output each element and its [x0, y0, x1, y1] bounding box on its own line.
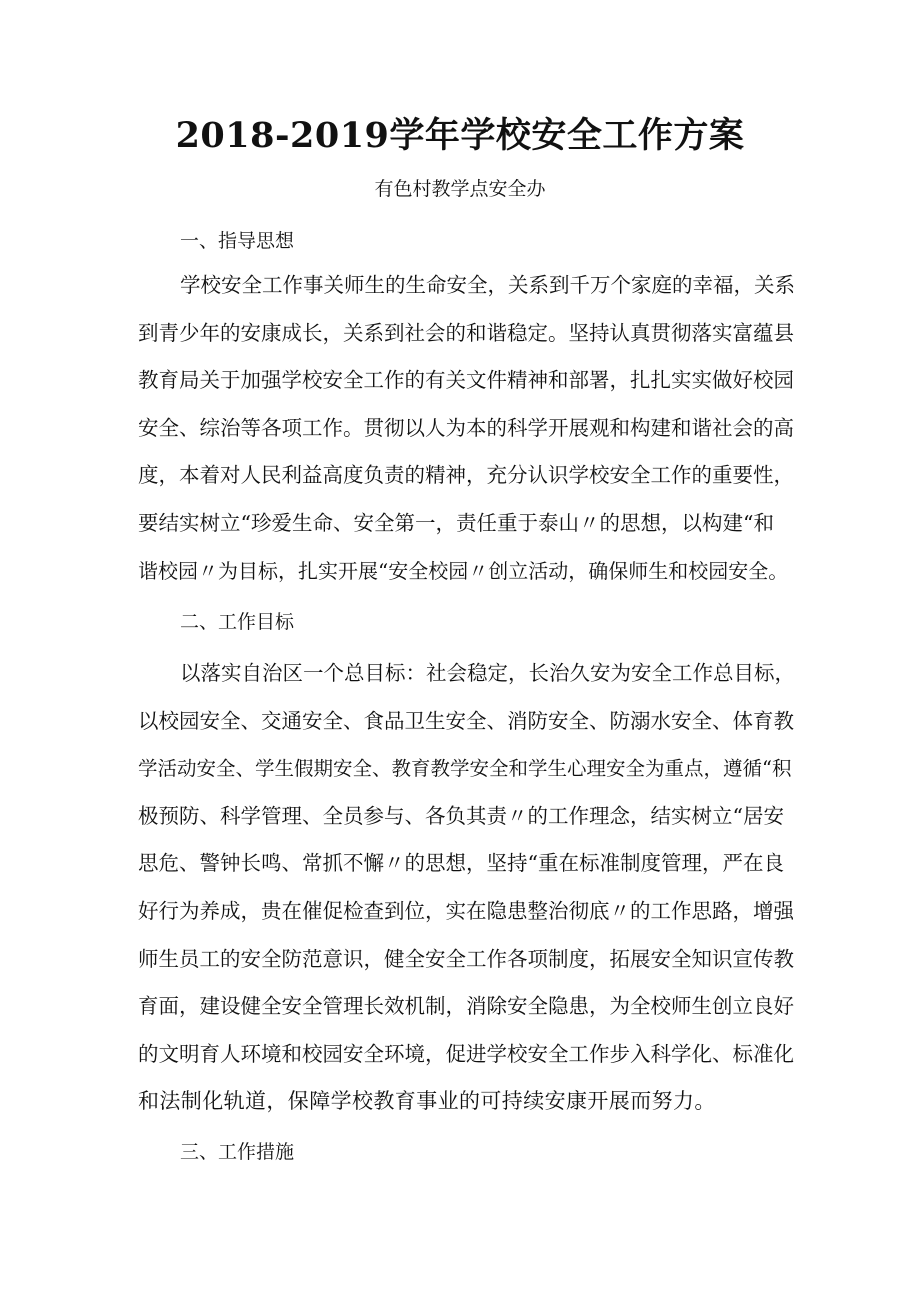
document-title: 2018-2019学年学校安全工作方案: [175, 115, 745, 156]
paragraph-line: 学校安全工作事关师生的生命安全，关系到千万个家庭的幸福，关系: [180, 273, 795, 297]
paragraph-line: 极预防、科学管理、全员参与、各负其责〃的工作理念，结实树立“居安: [138, 803, 784, 828]
section-heading-work-goals: 二、工作目标: [180, 611, 295, 633]
paragraph-line: 和法制化轨道，保障学校教育事业的可持续安康开展而努力。: [138, 1089, 716, 1114]
paragraph-line: 以落实自治区一个总目标：社会稳定，长治久安为安全工作总目标，: [180, 661, 795, 685]
paragraph-line: 到青少年的安康成长，关系到社会的和谐稳定。坚持认真贯彻落实富蕴县: [138, 320, 794, 345]
section-paragraph-work-goals: [138, 650, 796, 1126]
paragraph-line: 以校园安全、交通安全、食品卫生安全、消防安全、防溺水安全、体育教: [138, 708, 794, 733]
paragraph-line: 好行为养成，贵在催促检查到位，实在隐患整治彻底〃的工作思路，增强: [138, 898, 794, 923]
paragraph-line: 的文明育人环境和校园安全环境，促进学校安全工作步入科学化、标准化: [138, 1041, 794, 1066]
paragraph-line: 学活动安全、学生假期安全、教育教学安全和学生心理安全为重点，遵循“积: [138, 757, 792, 781]
paragraph-line: 安全、综治等各项工作。贯彻以人为本的科学开展观和构建和谐社会的高: [138, 415, 794, 440]
paragraph-line: 育面，建设健全安全管理长效机制，消除安全隐患，为全校师生创立良好: [138, 994, 794, 1019]
paragraph-line: 度，本着对人民利益高度负责的精神，充分认识学校安全工作的重要性，: [138, 463, 794, 488]
section-heading-guiding-thought: 一、指导思想: [180, 230, 295, 252]
document-subtitle: 有色村教学点安全办: [374, 178, 546, 200]
paragraph-line: 要结实树立“珍爱生命、安全第一，责任重于泰山〃的思想，以构建“和: [138, 510, 774, 535]
paragraph-line: 师生员工的安全防范意识，健全安全工作各项制度，拓展安全知识宣传教: [138, 946, 794, 971]
section-heading-work-measures: 三、工作措施: [180, 1141, 295, 1163]
paragraph-line: 谐校园〃为目标，扎实开展“安全校园〃创立活动，确保师生和校园安全。: [138, 558, 789, 583]
paragraph-line: 教育局关于加强学校安全工作的有关文件精神和部署，扎扎实实做好校园: [138, 368, 794, 393]
section-paragraph-guiding-thought: [138, 262, 796, 595]
paragraph-line: 思危、警钟长鸣、常抓不懈〃的思想，坚持“重在标准制度管理，严在良: [138, 851, 784, 876]
